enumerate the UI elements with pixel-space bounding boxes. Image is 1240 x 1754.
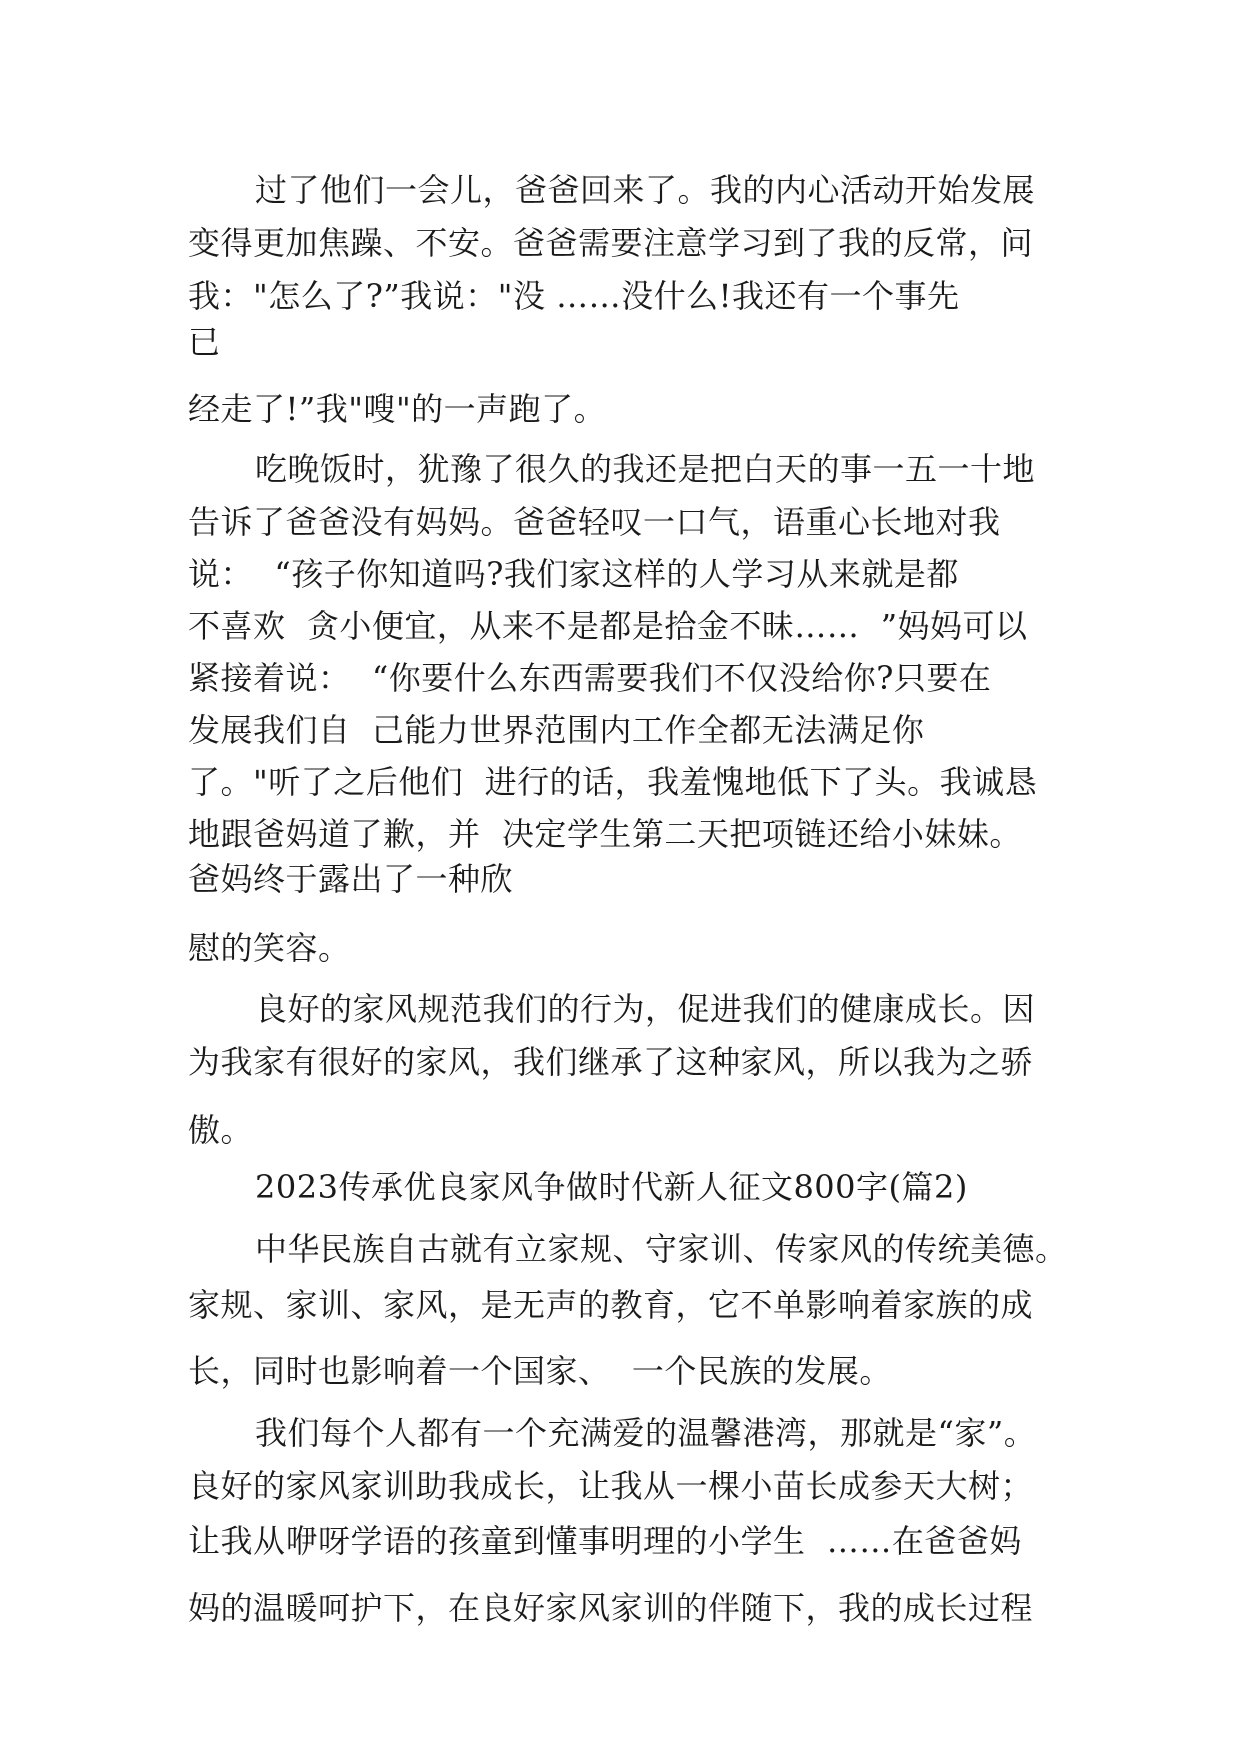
text-line: 慰的笑容。 [188,929,351,967]
text-line: 变得更加焦躁、不安。爸爸需要注意学习到了我的反常，问 [188,224,1034,262]
text-line: 爸妈终于露出了一种欣 [188,860,514,898]
text-line: 长，同时也影响着一个国家、 一个民族的发展。 [188,1352,892,1390]
text-line: 为我家有很好的家风，我们继承了这种家风，所以我为之骄 [188,1043,1034,1081]
text-line: 了。"听了之后他们 进行的话，我羞愧地低下了头。我诚恳 [188,763,1038,801]
text-line: 发展我们自 己能力世界范围内工作全都无法满足你 [188,711,925,749]
text-line: 紧接着说： “你要什么东西需要我们不仅没给你?只要在 [188,659,992,697]
text-line: 过了他们一会儿，爸爸回来了。我的内心活动开始发展 [255,171,1036,209]
text-line: 妈的温暖呵护下，在良好家风家训的伴随下，我的成长过程 [188,1589,1034,1627]
text-line: 吃晚饭时，犹豫了很久的我还是把白天的事一五一十地 [255,450,1036,488]
text-line: 良好的家风规范我们的行为，促进我们的健康成长。因 [255,990,1036,1028]
text-line: 不喜欢 贪小便宜，从来不是都是拾金不昧…… ”妈妈可以 [188,607,1028,645]
text-line: 傲。 [188,1111,254,1149]
text-line: 经走了!”我"嗖"的一声跑了。 [188,390,607,428]
text-line: 说： “孩子你知道吗?我们家这样的人学习从来就是都 [188,555,959,593]
text-line: 我："怎么了?”我说："没 ……没什么!我还有一个事先 [188,277,960,315]
text-line: 让我从咿呀学语的孩童到懂事明理的小学生 ……在爸爸妈 [188,1522,1022,1560]
text-line: 良好的家风家训助我成长，让我从一棵小苗长成参天大树； [188,1467,1034,1505]
text-line: 已 [188,323,221,361]
text-line: 告诉了爸爸没有妈妈。爸爸轻叹一口气，语重心长地对我 [188,503,1001,541]
text-line: 中华民族自古就有立家规、守家训、传家风的传统美德。 [255,1230,1068,1268]
text-line: 我们每个人都有一个充满爱的温馨港湾，那就是“家”。 [255,1414,1037,1452]
section-heading: 2023传承优良家风争做时代新人征文800字(篇2) [255,1168,968,1206]
text-line: 家规、家训、家风，是无声的教育，它不单影响着家族的成 [188,1286,1034,1324]
text-line: 地跟爸妈道了歉，并 决定学生第二天把项链还给小妹妹。 [188,815,1022,853]
